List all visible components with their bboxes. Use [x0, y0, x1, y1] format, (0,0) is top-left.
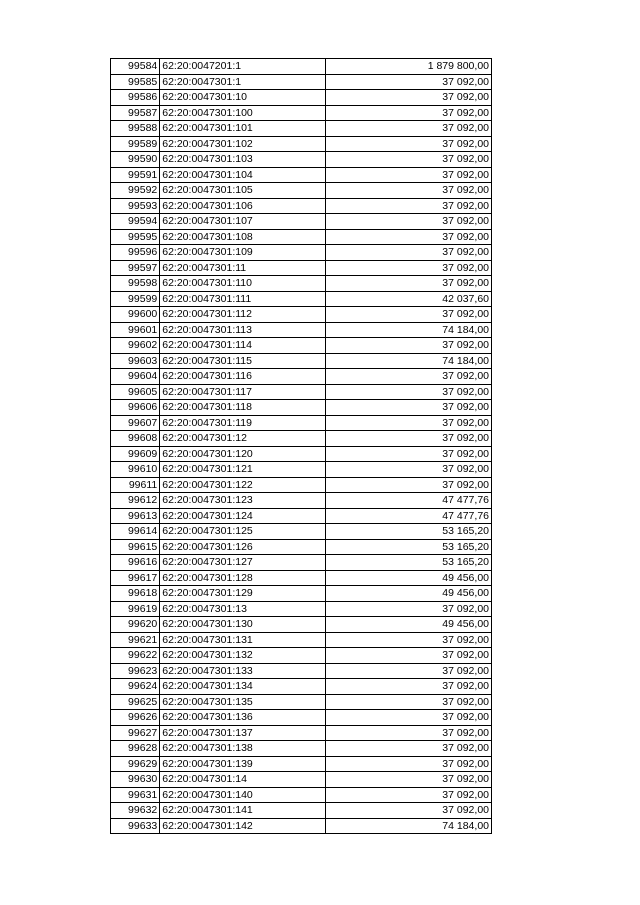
- cadastral-number-cell: 62:20:0047301:103: [160, 152, 326, 168]
- row-number-cell: 99594: [111, 214, 160, 230]
- cadastral-value-cell: 49 456,00: [326, 586, 492, 602]
- table-row: [111, 818, 492, 834]
- row-number-cell: 99601: [111, 322, 160, 338]
- table-row: [111, 477, 492, 493]
- cadastral-value-cell: 37 092,00: [326, 152, 492, 168]
- row-number-cell: 99632: [111, 803, 160, 819]
- cadastral-value-cell: 37 092,00: [326, 477, 492, 493]
- table-row: [111, 694, 492, 710]
- cadastral-value-cell: 37 092,00: [326, 74, 492, 90]
- cadastral-number-cell: 62:20:0047301:117: [160, 384, 326, 400]
- cadastral-value-cell: 37 092,00: [326, 772, 492, 788]
- cadastral-value-cell: 37 092,00: [326, 756, 492, 772]
- cadastral-value-cell: 37 092,00: [326, 90, 492, 106]
- table-row: [111, 307, 492, 323]
- cadastral-value-cell: 53 165,20: [326, 555, 492, 571]
- row-number-cell: 99622: [111, 648, 160, 664]
- cadastral-number-cell: 62:20:0047301:131: [160, 632, 326, 648]
- cadastral-number-cell: 62:20:0047301:134: [160, 679, 326, 695]
- cadastral-number-cell: 62:20:0047301:121: [160, 462, 326, 478]
- table-row: [111, 493, 492, 509]
- cadastral-number-cell: 62:20:0047301:138: [160, 741, 326, 757]
- cadastral-value-cell: 53 165,20: [326, 539, 492, 555]
- cadastral-value-cell: 37 092,00: [326, 384, 492, 400]
- cadastral-value-cell: 37 092,00: [326, 198, 492, 214]
- row-number-cell: 99597: [111, 260, 160, 276]
- row-number-cell: 99612: [111, 493, 160, 509]
- row-number-cell: 99609: [111, 446, 160, 462]
- cadastral-number-cell: 62:20:0047301:122: [160, 477, 326, 493]
- row-number-cell: 99603: [111, 353, 160, 369]
- cadastral-value-cell: 37 092,00: [326, 400, 492, 416]
- table-row: [111, 338, 492, 354]
- cadastral-number-cell: 62:20:0047301:101: [160, 121, 326, 137]
- row-number-cell: 99593: [111, 198, 160, 214]
- cadastral-value-cell: 37 092,00: [326, 787, 492, 803]
- row-number-cell: 99610: [111, 462, 160, 478]
- cadastral-value-cell: 37 092,00: [326, 601, 492, 617]
- table-row: [111, 59, 492, 75]
- cadastral-value-cell: 37 092,00: [326, 276, 492, 292]
- cadastral-value-cell: 37 092,00: [326, 167, 492, 183]
- row-number-cell: 99614: [111, 524, 160, 540]
- cadastral-number-cell: 62:20:0047301:105: [160, 183, 326, 199]
- cadastral-value-cell: 47 477,76: [326, 508, 492, 524]
- table-body: [111, 59, 492, 834]
- table-row: [111, 710, 492, 726]
- row-number-cell: 99595: [111, 229, 160, 245]
- cadastral-number-cell: 62:20:0047301:125: [160, 524, 326, 540]
- cadastral-number-cell: 62:20:0047301:128: [160, 570, 326, 586]
- row-number-cell: 99633: [111, 818, 160, 834]
- cadastral-value-cell: 37 092,00: [326, 741, 492, 757]
- table-row: [111, 260, 492, 276]
- row-number-cell: 99615: [111, 539, 160, 555]
- table-row: [111, 803, 492, 819]
- cadastral-number-cell: 62:20:0047301:112: [160, 307, 326, 323]
- cadastral-number-cell: 62:20:0047301:118: [160, 400, 326, 416]
- row-number-cell: 99588: [111, 121, 160, 137]
- cadastral-value-cell: 53 165,20: [326, 524, 492, 540]
- cadastral-number-cell: 62:20:0047301:119: [160, 415, 326, 431]
- row-number-cell: 99611: [111, 477, 160, 493]
- cadastral-value-cell: 37 092,00: [326, 462, 492, 478]
- row-number-cell: 99596: [111, 245, 160, 261]
- cadastral-number-cell: 62:20:0047301:140: [160, 787, 326, 803]
- row-number-cell: 99628: [111, 741, 160, 757]
- cadastral-number-cell: 62:20:0047301:137: [160, 725, 326, 741]
- row-number-cell: 99619: [111, 601, 160, 617]
- cadastral-number-cell: 62:20:0047201:1: [160, 59, 326, 75]
- table-row: [111, 384, 492, 400]
- cadastral-value-cell: 49 456,00: [326, 617, 492, 633]
- cadastral-value-cell: 37 092,00: [326, 338, 492, 354]
- cadastral-number-cell: 62:20:0047301:109: [160, 245, 326, 261]
- table-row: [111, 245, 492, 261]
- cadastral-number-cell: 62:20:0047301:116: [160, 369, 326, 385]
- cadastral-number-cell: 62:20:0047301:142: [160, 818, 326, 834]
- row-number-cell: 99607: [111, 415, 160, 431]
- row-number-cell: 99591: [111, 167, 160, 183]
- cadastral-number-cell: 62:20:0047301:135: [160, 694, 326, 710]
- table-row: [111, 601, 492, 617]
- cadastral-value-cell: 37 092,00: [326, 679, 492, 695]
- cadastral-number-cell: 62:20:0047301:102: [160, 136, 326, 152]
- cadastral-number-cell: 62:20:0047301:127: [160, 555, 326, 571]
- cadastral-number-cell: 62:20:0047301:133: [160, 663, 326, 679]
- table-row: [111, 679, 492, 695]
- row-number-cell: 99600: [111, 307, 160, 323]
- row-number-cell: 99629: [111, 756, 160, 772]
- row-number-cell: 99587: [111, 105, 160, 121]
- cadastral-number-cell: 62:20:0047301:130: [160, 617, 326, 633]
- cadastral-number-cell: 62:20:0047301:111: [160, 291, 326, 307]
- table-row: [111, 586, 492, 602]
- cadastral-number-cell: 62:20:0047301:123: [160, 493, 326, 509]
- table-row: [111, 121, 492, 137]
- cadastral-value-cell: 37 092,00: [326, 803, 492, 819]
- table-row: [111, 198, 492, 214]
- cadastral-number-cell: 62:20:0047301:14: [160, 772, 326, 788]
- table-row: [111, 446, 492, 462]
- cadastral-value-cell: 37 092,00: [326, 183, 492, 199]
- row-number-cell: 99623: [111, 663, 160, 679]
- row-number-cell: 99625: [111, 694, 160, 710]
- cadastral-number-cell: 62:20:0047301:11: [160, 260, 326, 276]
- row-number-cell: 99621: [111, 632, 160, 648]
- cadastral-number-cell: 62:20:0047301:139: [160, 756, 326, 772]
- table-row: [111, 508, 492, 524]
- table-row: [111, 229, 492, 245]
- cadastral-value-cell: 37 092,00: [326, 214, 492, 230]
- cadastral-number-cell: 62:20:0047301:113: [160, 322, 326, 338]
- cadastral-number-cell: 62:20:0047301:108: [160, 229, 326, 245]
- table-row: [111, 772, 492, 788]
- row-number-cell: 99613: [111, 508, 160, 524]
- cadastral-number-cell: 62:20:0047301:124: [160, 508, 326, 524]
- cadastral-value-cell: 74 184,00: [326, 322, 492, 338]
- cadastral-number-cell: 62:20:0047301:120: [160, 446, 326, 462]
- table-row: [111, 276, 492, 292]
- cadastral-value-table: [110, 58, 492, 834]
- table-row: [111, 632, 492, 648]
- table-row: [111, 322, 492, 338]
- cadastral-number-cell: 62:20:0047301:1: [160, 74, 326, 90]
- table-row: [111, 725, 492, 741]
- cadastral-number-cell: 62:20:0047301:13: [160, 601, 326, 617]
- table-row: [111, 74, 492, 90]
- cadastral-value-cell: 37 092,00: [326, 648, 492, 664]
- table-row: [111, 183, 492, 199]
- row-number-cell: 99630: [111, 772, 160, 788]
- table-row: [111, 400, 492, 416]
- cadastral-value-cell: 37 092,00: [326, 136, 492, 152]
- cadastral-value-cell: 37 092,00: [326, 710, 492, 726]
- cadastral-value-cell: 37 092,00: [326, 121, 492, 137]
- cadastral-number-cell: 62:20:0047301:132: [160, 648, 326, 664]
- table-row: [111, 431, 492, 447]
- cadastral-number-cell: 62:20:0047301:107: [160, 214, 326, 230]
- cadastral-number-cell: 62:20:0047301:104: [160, 167, 326, 183]
- table-row: [111, 787, 492, 803]
- cadastral-value-cell: 47 477,76: [326, 493, 492, 509]
- table-row: [111, 369, 492, 385]
- row-number-cell: 99631: [111, 787, 160, 803]
- cadastral-value-cell: 42 037,60: [326, 291, 492, 307]
- row-number-cell: 99618: [111, 586, 160, 602]
- cadastral-number-cell: 62:20:0047301:100: [160, 105, 326, 121]
- table-row: [111, 152, 492, 168]
- row-number-cell: 99589: [111, 136, 160, 152]
- cadastral-value-cell: 37 092,00: [326, 446, 492, 462]
- cadastral-value-cell: 37 092,00: [326, 369, 492, 385]
- cadastral-value-cell: 37 092,00: [326, 105, 492, 121]
- row-number-cell: 99627: [111, 725, 160, 741]
- table-row: [111, 555, 492, 571]
- row-number-cell: 99598: [111, 276, 160, 292]
- cadastral-value-cell: 37 092,00: [326, 229, 492, 245]
- row-number-cell: 99624: [111, 679, 160, 695]
- table-row: [111, 415, 492, 431]
- table-row: [111, 663, 492, 679]
- cadastral-number-cell: 62:20:0047301:110: [160, 276, 326, 292]
- table-row: [111, 524, 492, 540]
- table-row: [111, 136, 492, 152]
- row-number-cell: 99617: [111, 570, 160, 586]
- cadastral-value-cell: 37 092,00: [326, 725, 492, 741]
- cadastral-number-cell: 62:20:0047301:12: [160, 431, 326, 447]
- row-number-cell: 99620: [111, 617, 160, 633]
- cadastral-number-cell: 62:20:0047301:106: [160, 198, 326, 214]
- row-number-cell: 99592: [111, 183, 160, 199]
- row-number-cell: 99585: [111, 74, 160, 90]
- row-number-cell: 99626: [111, 710, 160, 726]
- row-number-cell: 99599: [111, 291, 160, 307]
- table-row: [111, 617, 492, 633]
- cadastral-value-cell: 37 092,00: [326, 307, 492, 323]
- row-number-cell: 99606: [111, 400, 160, 416]
- table-row: [111, 90, 492, 106]
- cadastral-value-cell: 37 092,00: [326, 260, 492, 276]
- cadastral-number-cell: 62:20:0047301:126: [160, 539, 326, 555]
- table-row: [111, 648, 492, 664]
- cadastral-number-cell: 62:20:0047301:114: [160, 338, 326, 354]
- table-row: [111, 756, 492, 772]
- cadastral-value-cell: 74 184,00: [326, 818, 492, 834]
- table-row: [111, 105, 492, 121]
- cadastral-number-cell: 62:20:0047301:10: [160, 90, 326, 106]
- table-row: [111, 462, 492, 478]
- table-row: [111, 570, 492, 586]
- cadastral-number-cell: 62:20:0047301:136: [160, 710, 326, 726]
- row-number-cell: 99586: [111, 90, 160, 106]
- row-number-cell: 99608: [111, 431, 160, 447]
- table-row: [111, 167, 492, 183]
- table-row: [111, 291, 492, 307]
- row-number-cell: 99590: [111, 152, 160, 168]
- table-row: [111, 353, 492, 369]
- row-number-cell: 99602: [111, 338, 160, 354]
- cadastral-value-cell: 37 092,00: [326, 632, 492, 648]
- cadastral-value-cell: 37 092,00: [326, 694, 492, 710]
- table-row: [111, 539, 492, 555]
- cadastral-value-cell: 37 092,00: [326, 245, 492, 261]
- cadastral-number-cell: 62:20:0047301:115: [160, 353, 326, 369]
- cadastral-value-cell: 49 456,00: [326, 570, 492, 586]
- row-number-cell: 99616: [111, 555, 160, 571]
- cadastral-value-cell: 37 092,00: [326, 415, 492, 431]
- cadastral-number-cell: 62:20:0047301:129: [160, 586, 326, 602]
- row-number-cell: 99605: [111, 384, 160, 400]
- cadastral-number-cell: 62:20:0047301:141: [160, 803, 326, 819]
- cadastral-value-cell: 37 092,00: [326, 663, 492, 679]
- cadastral-value-cell: 74 184,00: [326, 353, 492, 369]
- cadastral-value-cell: 37 092,00: [326, 431, 492, 447]
- row-number-cell: 99604: [111, 369, 160, 385]
- cadastral-value-cell: 1 879 800,00: [326, 59, 492, 75]
- table-row: [111, 214, 492, 230]
- row-number-cell: 99584: [111, 59, 160, 75]
- table-row: [111, 741, 492, 757]
